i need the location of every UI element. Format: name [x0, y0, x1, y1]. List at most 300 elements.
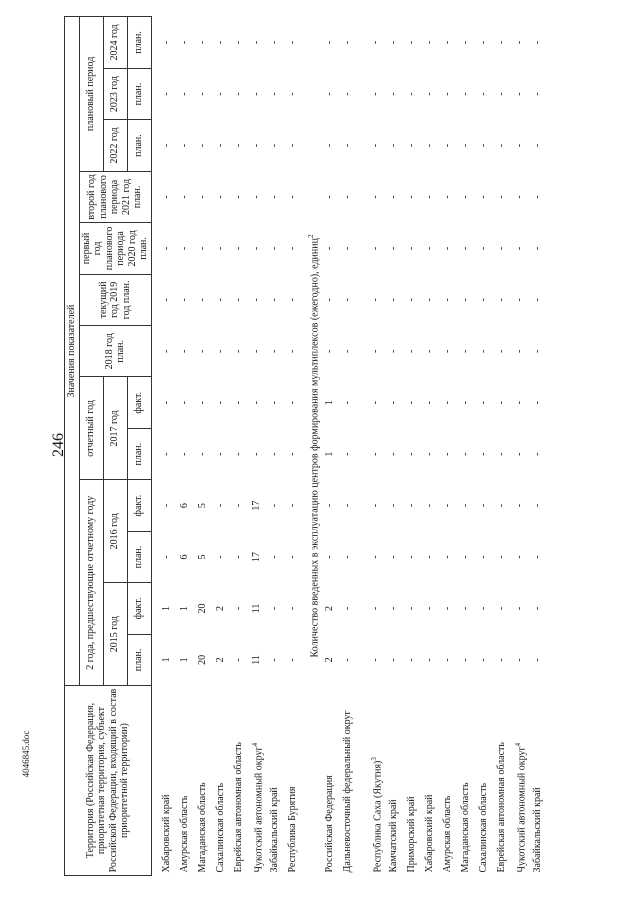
value-cell: - — [342, 298, 354, 302]
territory-name — [495, 686, 513, 876]
value-cell: - — [370, 195, 382, 199]
value-cell: - — [388, 555, 400, 559]
territory-label: Чукотский автономный округ — [252, 746, 264, 873]
value-cell: - — [442, 555, 454, 559]
value-cell: - — [496, 92, 508, 96]
value-cell: - — [286, 298, 298, 302]
value-cell: - — [388, 143, 400, 148]
year-2024-header: 2024 год — [103, 17, 127, 69]
value-cell: - — [406, 555, 418, 559]
value-cell: - — [160, 195, 172, 199]
value-cell: - — [370, 349, 382, 353]
value-cell: - — [324, 298, 336, 302]
territory-label: Забайкальский край — [268, 787, 280, 873]
value-cell: - — [532, 92, 544, 96]
value-cell: 20 — [196, 603, 208, 614]
table-row — [513, 17, 531, 876]
table-row — [387, 17, 405, 876]
value-cell: - — [214, 349, 226, 353]
value-cell: - — [496, 40, 508, 45]
value-cell: - — [342, 349, 354, 353]
value-cell: - — [532, 555, 544, 559]
value-cell: - — [442, 452, 454, 456]
value-cell: - — [286, 195, 298, 199]
value-cell: - — [460, 658, 472, 662]
value-cell: - — [406, 246, 418, 251]
value-cell: - — [496, 658, 508, 662]
plan-header: план. — [127, 68, 151, 119]
value-cell: - — [496, 401, 508, 405]
value-cell: - — [388, 298, 400, 302]
value-cell: - — [268, 298, 280, 302]
value-cell: 1 — [178, 657, 190, 663]
value-cell: - — [406, 349, 418, 353]
value-cell: - — [514, 658, 526, 662]
value-cell: - — [214, 92, 226, 96]
value-cell: - — [460, 40, 472, 45]
value-cell: 2 — [214, 605, 226, 611]
table-row — [250, 17, 268, 876]
value-cell: - — [370, 658, 382, 662]
value-cell: - — [286, 40, 298, 45]
value-cell: - — [514, 246, 526, 251]
territory-label: Чукотский автономный округ — [516, 746, 528, 873]
value-cell: - — [232, 143, 244, 148]
two-years-header: 2 года, предшествующие отчетному году — [79, 480, 103, 686]
value-cell: - — [478, 401, 490, 405]
value-cell: - — [342, 195, 354, 199]
value-cell: - — [178, 143, 190, 148]
value-cell: - — [478, 349, 490, 353]
value-cell: - — [424, 503, 436, 508]
value-cell: - — [370, 143, 382, 148]
year-2023-header: 2023 год — [103, 68, 127, 119]
territory-label: Еврейская автономная область — [232, 742, 244, 873]
value-cell: - — [442, 658, 454, 662]
value-cell: - — [268, 92, 280, 96]
value-cell: 17 — [250, 500, 262, 511]
value-cell: - — [478, 298, 490, 302]
value-cell: - — [514, 503, 526, 508]
territory-name — [232, 686, 250, 876]
table-row — [459, 17, 477, 876]
value-cell: - — [214, 503, 226, 508]
territory-label: Сахалинская область — [214, 782, 226, 873]
value-cell: - — [388, 452, 400, 456]
territory-label: Еврейская автономная область — [496, 742, 508, 873]
value-cell: - — [460, 503, 472, 508]
value-cell: - — [160, 143, 172, 148]
value-cell: - — [214, 452, 226, 456]
value-cell: - — [460, 92, 472, 96]
table-row — [341, 17, 369, 876]
value-cell: - — [160, 40, 172, 45]
value-cell: - — [268, 452, 280, 456]
value-cell: - — [424, 555, 436, 559]
value-cell: - — [342, 40, 354, 45]
value-cell: - — [514, 195, 526, 199]
current-year-header: текущий год 2019 год план. — [79, 274, 151, 325]
value-cell: - — [478, 452, 490, 456]
footnote-marker: 2 — [306, 234, 315, 239]
value-cell: - — [178, 40, 190, 45]
value-cell: - — [532, 40, 544, 45]
value-cell: - — [460, 349, 472, 353]
value-cell: - — [406, 195, 418, 199]
value-cell: - — [232, 555, 244, 559]
value-cell: - — [442, 401, 454, 405]
value-cell: - — [178, 452, 190, 456]
value-cell: - — [196, 246, 208, 251]
territory-label: Сахалинская область — [478, 782, 490, 873]
territory-name — [369, 686, 387, 876]
value-cell: - — [424, 298, 436, 302]
section-title-text: Количество введенных в эксплуатацию центров формирования мультиплексов (ежегодно), единиц — [308, 238, 320, 658]
value-cell: - — [324, 555, 336, 559]
value-cell: - — [324, 195, 336, 199]
year-2015-header: 2015 год — [103, 583, 127, 686]
plan-header: план. — [127, 120, 151, 171]
table-row — [423, 17, 441, 876]
value-cell: 5 — [196, 554, 208, 560]
territory-name — [477, 686, 495, 876]
value-cell: 2 — [324, 605, 336, 611]
value-cell: - — [478, 606, 490, 611]
value-cell: - — [514, 349, 526, 353]
value-cell: - — [514, 401, 526, 405]
document-code: 4046845.doc — [21, 730, 31, 778]
value-cell: 20 — [196, 654, 208, 665]
value-cell: - — [478, 92, 490, 96]
territory-name — [250, 686, 268, 876]
value-cell: - — [496, 143, 508, 148]
plan-header: план. — [127, 634, 151, 685]
value-cell: - — [406, 658, 418, 662]
value-cell: 11 — [250, 655, 262, 665]
value-cell: - — [324, 246, 336, 251]
year-2018-header: 2018 год план. — [79, 326, 151, 377]
planning-period-header: плановый период — [79, 17, 103, 172]
territory-name — [405, 686, 423, 876]
value-cell: - — [342, 503, 354, 508]
value-cell: - — [178, 349, 190, 353]
value-cell: - — [424, 246, 436, 251]
value-cell: - — [232, 298, 244, 302]
first-planning-year-header: первый год планового периода 2020 год план. — [79, 223, 151, 274]
territory-name — [341, 686, 369, 876]
value-cell: - — [268, 503, 280, 508]
value-cell: - — [160, 555, 172, 559]
value-cell: - — [424, 92, 436, 96]
value-cell: - — [342, 555, 354, 559]
value-cell: - — [424, 40, 436, 45]
value-cell: - — [250, 246, 262, 251]
value-cell: - — [460, 606, 472, 611]
footnote-marker: 4 — [250, 742, 259, 747]
value-cell: - — [370, 606, 382, 611]
territory-name — [513, 686, 531, 876]
value-cell: - — [460, 452, 472, 456]
value-cell: - — [514, 92, 526, 96]
rotated-table-wrapper — [64, 16, 554, 876]
year-2022-header: 2022 год — [103, 120, 127, 171]
value-cell: - — [324, 92, 336, 96]
value-cell: - — [178, 246, 190, 251]
value-cell: - — [514, 452, 526, 456]
value-cell: - — [232, 606, 244, 611]
value-cell: - — [286, 143, 298, 148]
footnote-marker: 3 — [370, 757, 379, 761]
value-cell: - — [370, 92, 382, 96]
value-cell: - — [250, 349, 262, 353]
value-cell: - — [160, 92, 172, 96]
value-cell: - — [232, 503, 244, 508]
value-cell: - — [232, 92, 244, 96]
value-cell: - — [286, 92, 298, 96]
value-cell: - — [286, 349, 298, 353]
value-cell: - — [532, 452, 544, 456]
territory-label: Дальневосточный федеральный округ — [342, 710, 354, 873]
value-cell: - — [532, 143, 544, 148]
value-cell: - — [442, 349, 454, 353]
value-cell: - — [532, 246, 544, 251]
territory-label: Республика Бурятия — [286, 786, 298, 873]
value-cell: - — [478, 195, 490, 199]
value-cell: - — [424, 658, 436, 662]
value-cell: - — [160, 349, 172, 353]
value-cell: - — [460, 298, 472, 302]
table-row — [323, 17, 341, 876]
value-cell: - — [460, 246, 472, 251]
fact-header: факт. — [127, 480, 151, 531]
value-cell: - — [424, 401, 436, 405]
value-cell: 1 — [160, 657, 172, 663]
value-cell: - — [370, 246, 382, 251]
value-cell: - — [424, 349, 436, 353]
plan-header: план. — [127, 17, 151, 69]
value-cell: - — [478, 246, 490, 251]
value-cell: - — [532, 503, 544, 508]
value-cell: - — [286, 452, 298, 456]
value-cell: - — [268, 555, 280, 559]
value-cell: - — [496, 298, 508, 302]
value-cell: - — [496, 606, 508, 611]
value-cell: 2 — [324, 657, 336, 663]
value-cell: - — [388, 503, 400, 508]
value-cell: - — [388, 92, 400, 96]
territory-name — [268, 686, 286, 876]
value-cell: - — [250, 298, 262, 302]
territory-label: Хабаровский край — [160, 794, 172, 873]
table-row — [441, 17, 459, 876]
value-cell: 6 — [178, 554, 190, 560]
section-title-row — [304, 17, 324, 876]
value-cell: - — [250, 401, 262, 405]
value-cell: 1 — [178, 605, 190, 611]
value-cell: - — [532, 658, 544, 662]
table-row — [531, 17, 549, 876]
value-cell: - — [342, 92, 354, 96]
value-cell: - — [370, 401, 382, 405]
territory-label: Камчатский край — [388, 799, 400, 873]
value-cell: - — [232, 452, 244, 456]
table-row — [268, 17, 286, 876]
value-cell: - — [178, 92, 190, 96]
value-cell: - — [250, 92, 262, 96]
value-cell: - — [268, 195, 280, 199]
territory-label: Амурская область — [442, 795, 454, 873]
value-cell: - — [388, 246, 400, 251]
value-cell: - — [160, 503, 172, 508]
value-cell: - — [388, 606, 400, 611]
value-cell: - — [324, 143, 336, 148]
table-row — [369, 17, 387, 876]
value-cell: - — [214, 555, 226, 559]
value-cell: 17 — [250, 552, 262, 563]
value-cell: - — [324, 349, 336, 353]
territory-name — [214, 686, 232, 876]
value-cell: - — [514, 298, 526, 302]
value-cell: - — [406, 92, 418, 96]
value-cell: - — [196, 349, 208, 353]
value-cell: - — [214, 401, 226, 405]
table-row — [214, 17, 232, 876]
value-cell: - — [442, 606, 454, 611]
table-row — [160, 17, 178, 876]
value-cell: - — [442, 503, 454, 508]
spacer-row — [151, 17, 160, 876]
report-year-header: отчетный год — [79, 377, 103, 480]
value-cell: 1 — [324, 451, 336, 457]
value-cell: - — [370, 503, 382, 508]
value-cell: - — [460, 555, 472, 559]
value-cell: - — [442, 298, 454, 302]
value-cell: - — [160, 298, 172, 302]
territory-label: Приморский край — [406, 796, 418, 873]
value-cell: - — [214, 298, 226, 302]
indicator-table — [64, 16, 549, 876]
year-2017-header: 2017 год — [103, 377, 127, 480]
value-cell: - — [514, 555, 526, 559]
value-cell: - — [250, 452, 262, 456]
value-cell: - — [342, 606, 354, 611]
value-cell: - — [478, 143, 490, 148]
value-cell: - — [196, 401, 208, 405]
value-cell: - — [178, 401, 190, 405]
value-cell: - — [406, 503, 418, 508]
value-cell: - — [342, 401, 354, 405]
territory-name — [178, 686, 196, 876]
value-cell: - — [232, 658, 244, 662]
value-cell: - — [406, 452, 418, 456]
value-cell: - — [342, 246, 354, 251]
territory-name — [531, 686, 549, 876]
value-cell: - — [442, 92, 454, 96]
value-cell: - — [286, 401, 298, 405]
territory-name — [323, 686, 341, 876]
value-cell: - — [514, 606, 526, 611]
value-cell: - — [514, 143, 526, 148]
value-cell: - — [196, 298, 208, 302]
value-cell: - — [406, 298, 418, 302]
value-cell: - — [442, 246, 454, 251]
value-cell: - — [442, 40, 454, 45]
value-cell: - — [214, 40, 226, 45]
fact-header: факт. — [127, 583, 151, 634]
value-cell: - — [370, 555, 382, 559]
value-cell: - — [268, 246, 280, 251]
territory-name — [286, 686, 304, 876]
footnote-marker: 4 — [514, 742, 523, 747]
territory-name — [459, 686, 477, 876]
value-cell: - — [250, 40, 262, 45]
value-cell: - — [532, 401, 544, 405]
value-cell: - — [424, 143, 436, 148]
value-cell: - — [324, 503, 336, 508]
value-cell: - — [424, 452, 436, 456]
territory-label: Республика Саха (Якутия) — [372, 760, 384, 873]
value-cell: - — [406, 40, 418, 45]
section-title — [304, 17, 324, 876]
value-cell: - — [268, 40, 280, 45]
value-cell: - — [196, 143, 208, 148]
value-cell: - — [268, 401, 280, 405]
value-cell: - — [496, 503, 508, 508]
territory-name — [196, 686, 214, 876]
value-cell: - — [286, 503, 298, 508]
value-cell: - — [342, 143, 354, 148]
value-cell: - — [388, 349, 400, 353]
value-cell: - — [178, 298, 190, 302]
value-cell: - — [460, 143, 472, 148]
table-row — [495, 17, 513, 876]
table-row — [477, 17, 495, 876]
value-cell: - — [160, 401, 172, 405]
value-cell: - — [232, 349, 244, 353]
value-cell: - — [370, 452, 382, 456]
value-cell: - — [342, 658, 354, 662]
value-cell: - — [370, 40, 382, 45]
table-row — [196, 17, 214, 876]
value-cell: - — [160, 246, 172, 251]
value-cell: - — [250, 143, 262, 148]
value-cell: - — [370, 298, 382, 302]
value-cell: - — [442, 195, 454, 199]
plan-header: план. — [127, 531, 151, 582]
value-cell: - — [214, 246, 226, 251]
value-cell: - — [388, 40, 400, 45]
value-cell: - — [388, 658, 400, 662]
value-cell: - — [478, 555, 490, 559]
territory-header: Территория (Российская Федерация, приоритетная территория, субъект Российской Федерации, входящий в состав приоритетной территории) — [65, 686, 152, 876]
page-number: 246 — [50, 433, 67, 457]
territory-name — [441, 686, 459, 876]
value-cell: - — [388, 401, 400, 405]
value-cell: - — [478, 40, 490, 45]
value-cell: - — [532, 606, 544, 611]
value-cell: - — [286, 606, 298, 611]
value-cell: - — [324, 40, 336, 45]
value-cell: - — [406, 401, 418, 405]
value-cell: - — [178, 195, 190, 199]
value-cell: - — [232, 195, 244, 199]
value-cell: - — [478, 503, 490, 508]
values-group-header: Значения показателей — [65, 17, 80, 686]
value-cell: - — [496, 349, 508, 353]
value-cell: - — [442, 143, 454, 148]
value-cell: - — [160, 452, 172, 456]
value-cell: - — [496, 555, 508, 559]
